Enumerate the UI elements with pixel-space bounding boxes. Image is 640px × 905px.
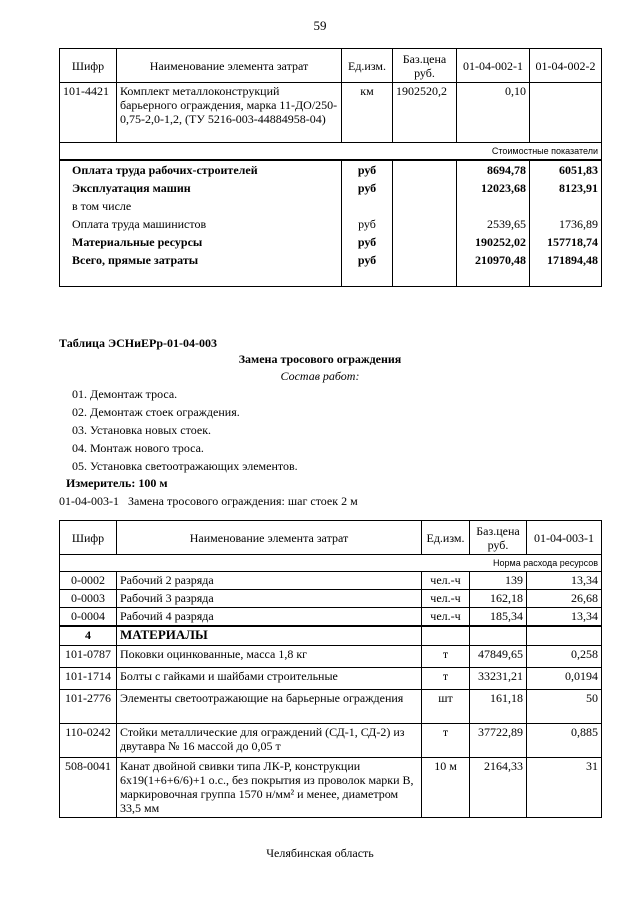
item-name: Комплект металлоконструкций барьерного ограждения, марка 11-ДО/250-0,75-2,0-1,2, (ТУ 5216-003-44884958-04) — [117, 83, 342, 143]
resource-value: 13,34 — [527, 572, 602, 590]
cost-price — [393, 215, 457, 233]
measure: Измеритель: 100 м — [66, 476, 168, 490]
cost-price — [393, 179, 457, 197]
resource-code: 0-0003 — [60, 590, 117, 608]
cost-name: в том числе — [60, 197, 342, 215]
cost-value-2: 157718,74 — [530, 233, 602, 251]
cost-unit: руб — [342, 161, 393, 179]
header-norm-1: 01-04-002-1 — [457, 49, 530, 83]
resource-price: 162,18 — [470, 590, 527, 608]
resource-name: Рабочий 2 разряда — [117, 572, 422, 590]
cost-price — [393, 233, 457, 251]
resource-name: Канат двойной свивки типа ЛК-Р, конструкции 6х19(1+6+6/6)+1 о.с., без покрытия из проволок марки В, маркировочная группа 1570 н/мм² и менее, диаметром 33,5 мм — [117, 758, 422, 818]
item-code: 101-4421 — [60, 83, 117, 143]
table-row — [60, 197, 602, 215]
resource-value: 50 — [527, 690, 602, 724]
cost-value-1 — [457, 197, 530, 215]
table-row — [60, 626, 602, 646]
resource-unit: т — [422, 646, 470, 668]
header-name: Наименование элемента затрат — [117, 49, 342, 83]
cost-unit: руб — [342, 251, 393, 269]
resource-unit: т — [422, 668, 470, 690]
materials-code: 4 — [60, 626, 117, 646]
cost-summary — [59, 160, 602, 287]
cost-value-1: 2539,65 — [457, 215, 530, 233]
work-list — [72, 385, 298, 475]
table-row — [60, 251, 602, 269]
list-item: 04. Монтаж нового троса. — [72, 441, 204, 455]
footer-region: Челябинская область — [266, 846, 374, 860]
cost-value-2: 6051,83 — [530, 161, 602, 179]
resource-price: 139 — [470, 572, 527, 590]
table-row — [60, 572, 602, 590]
table-row — [60, 646, 602, 668]
header-unit: Ед.изм. — [422, 521, 470, 555]
cost-price — [393, 197, 457, 215]
resource-value: 0,885 — [527, 724, 602, 758]
table-row — [60, 83, 602, 143]
resource-price: 33231,21 — [470, 668, 527, 690]
resource-name: Поковки оцинкованные, масса 1,8 кг — [117, 646, 422, 668]
table-row — [60, 608, 602, 626]
norm-line: 01-04-003-1 Замена тросового ограждения: шаг стоек 2 м — [59, 494, 358, 508]
cost-name: Всего, прямые затраты — [60, 251, 342, 269]
item-unit: км — [342, 83, 393, 143]
cost-unit: руб — [342, 215, 393, 233]
cost-price — [393, 251, 457, 269]
cost-name: Оплата труда машинистов — [60, 215, 342, 233]
table-row — [60, 724, 602, 758]
resource-unit: т — [422, 724, 470, 758]
list-item: 02. Демонтаж стоек ограждения. — [72, 405, 240, 419]
resource-unit: шт — [422, 690, 470, 724]
resource-name: Элементы светоотражающие на барьерные ограждения — [117, 690, 422, 724]
cost-unit: руб — [342, 233, 393, 251]
cost-name: Эксплуатация машин — [60, 179, 342, 197]
cost-name: Материальные ресурсы — [60, 233, 342, 251]
resource-price: 2164,33 — [470, 758, 527, 818]
resource-value: 31 — [527, 758, 602, 818]
resource-code: 0-0002 — [60, 572, 117, 590]
item-value-2 — [530, 83, 602, 143]
section-subtitle: Состав работ: — [280, 369, 360, 383]
resource-table — [59, 520, 602, 818]
section-label: Стоимостные показатели — [60, 143, 602, 160]
cost-table-1 — [59, 48, 602, 160]
cost-value-1: 12023,68 — [457, 179, 530, 197]
resource-unit: 10 м — [422, 758, 470, 818]
table-row — [60, 590, 602, 608]
resource-code: 0-0004 — [60, 608, 117, 626]
resource-name: Болты с гайками и шайбами строительные — [117, 668, 422, 690]
cost-value-1: 8694,78 — [457, 161, 530, 179]
materials-title: МАТЕРИАЛЫ — [117, 626, 422, 646]
cost-value-2: 1736,89 — [530, 215, 602, 233]
header-unit: Ед.изм. — [342, 49, 393, 83]
table-id: Таблица ЭСНиЕРр-01-04-003 — [59, 336, 218, 350]
header-code: Шифр — [60, 521, 117, 555]
section-label: Норма расхода ресурсов — [60, 555, 602, 572]
header-norm-2: 01-04-002-2 — [530, 49, 602, 83]
cost-price — [393, 161, 457, 179]
cost-value-2 — [530, 197, 602, 215]
resource-unit: чел.-ч — [422, 608, 470, 626]
resource-name: Рабочий 3 разряда — [117, 590, 422, 608]
cost-name: Оплата труда рабочих-строителей — [60, 161, 342, 179]
cost-unit: руб — [342, 179, 393, 197]
resource-value: 0,0194 — [527, 668, 602, 690]
resource-unit: чел.-ч — [422, 590, 470, 608]
section-title: Замена тросового ограждения — [238, 352, 402, 366]
resource-price: 161,18 — [470, 690, 527, 724]
resource-code: 101-1714 — [60, 668, 117, 690]
cost-value-2: 171894,48 — [530, 251, 602, 269]
table-row — [60, 668, 602, 690]
item-price: 1902520,2 — [393, 83, 457, 143]
resource-code: 101-0787 — [60, 646, 117, 668]
resource-value: 26,68 — [527, 590, 602, 608]
resource-code: 110-0242 — [60, 724, 117, 758]
resource-price: 37722,89 — [470, 724, 527, 758]
table-row — [60, 758, 602, 818]
cost-unit — [342, 197, 393, 215]
table-row — [60, 179, 602, 197]
resource-price: 185,34 — [470, 608, 527, 626]
table-row — [60, 233, 602, 251]
header-price: Баз.цена руб. — [470, 521, 527, 555]
resource-price: 47849,65 — [470, 646, 527, 668]
item-value-1: 0,10 — [457, 83, 530, 143]
table-row — [60, 690, 602, 724]
list-item: 03. Установка новых стоек. — [72, 423, 212, 437]
resource-value: 0,258 — [527, 646, 602, 668]
header-name: Наименование элемента затрат — [117, 521, 422, 555]
cost-value-2: 8123,91 — [530, 179, 602, 197]
resource-value: 13,34 — [527, 608, 602, 626]
header-price: Баз.цена руб. — [393, 49, 457, 83]
page-number: 59 — [313, 18, 327, 33]
resource-code: 101-2776 — [60, 690, 117, 724]
table-row — [60, 161, 602, 179]
list-item: 01. Демонтаж троса. — [72, 387, 178, 401]
header-code: Шифр — [60, 49, 117, 83]
resource-name: Стойки металлические для ограждений (СД-1, СД-2) из двутавра № 16 массой до 0,05 т — [117, 724, 422, 758]
list-item: 05. Установка светоотражающих элементов. — [72, 459, 298, 473]
resource-unit: чел.-ч — [422, 572, 470, 590]
cost-value-1: 210970,48 — [457, 251, 530, 269]
header-norm: 01-04-003-1 — [527, 521, 602, 555]
resource-code: 508-0041 — [60, 758, 117, 818]
cost-value-1: 190252,02 — [457, 233, 530, 251]
table-row — [60, 215, 602, 233]
resource-name: Рабочий 4 разряда — [117, 608, 422, 626]
